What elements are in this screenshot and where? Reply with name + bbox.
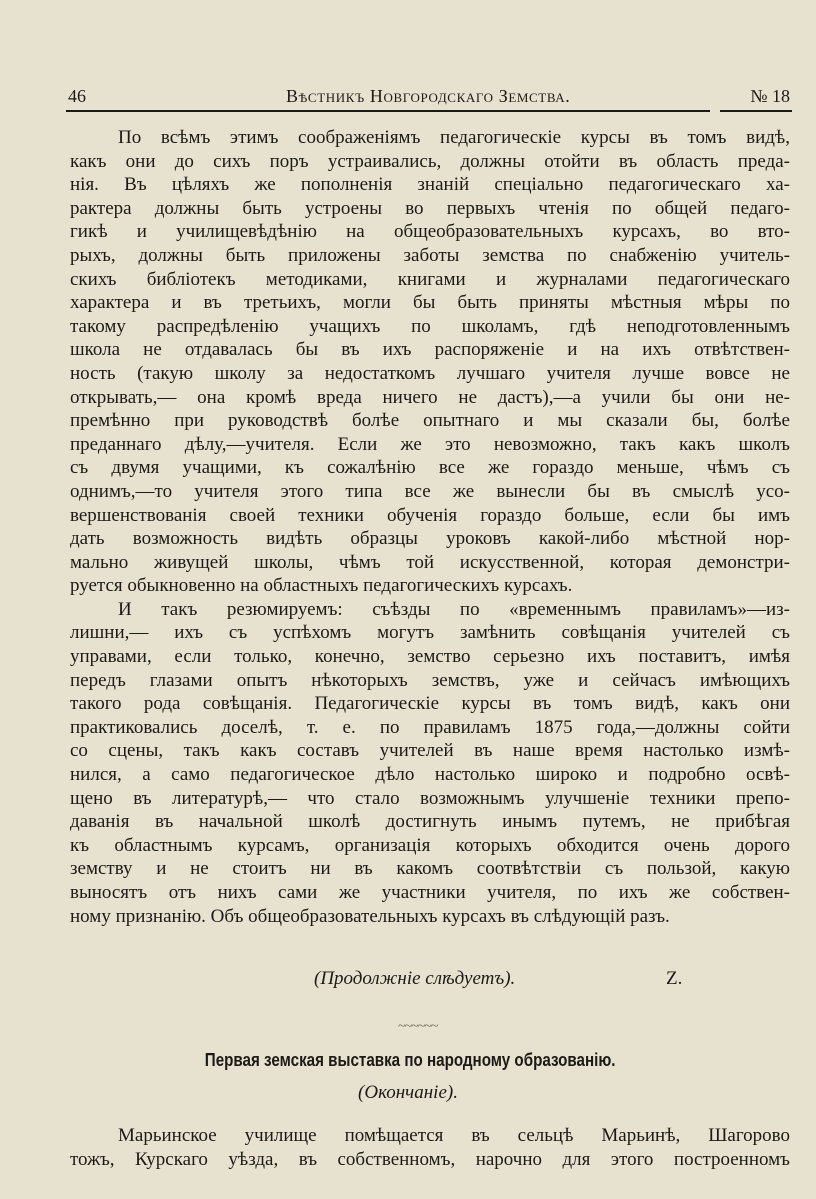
text-line: передъ глазами опытъ нѣкоторыхъ земствъ, уже и сейчасъ имѣющихъ: [70, 669, 790, 691]
text-line: земству и не стоитъ ни въ какомъ соотвѣтствіи съ пользой, какую: [70, 858, 790, 880]
text-line: выносятъ отъ нихъ сами же участники учителя, по ихъ же собствен-: [70, 882, 790, 903]
header-rule: [66, 110, 710, 112]
continuation-note: (Продолжніе слѣдуетъ).: [314, 968, 516, 989]
text-line: преданнаго дѣлу,—учителя. Если же это невозможно, такъ какъ школъ: [70, 433, 790, 455]
text-line: ность (такую школу за недостаткомъ лучшаго учителя лучше вовсе не: [70, 362, 790, 384]
text-line: нился, а само педагогическое дѣло настолько широко и подробно освѣ-: [70, 764, 790, 786]
text-line: рыхъ, должны быть приложены заботы земства по снабженію учитель-: [70, 244, 790, 266]
text-line: практиковались доселѣ, т. е. по правиламъ 1875 года,—должны сойти: [70, 716, 790, 738]
section-ornament: ~~~~~~: [398, 1019, 438, 1034]
text-line: руется обыкновенно на областныхъ педагогическихъ курсахъ.: [70, 575, 573, 597]
text-line: рактера должны быть устроены во первыхъ чтенія по общей педаго-: [70, 197, 790, 219]
text-line: И такъ резюмируемъ: съѣзды по «временнымъ правиламъ»—из-: [118, 598, 790, 620]
article-body: [70, 126, 790, 928]
text-line: Марьинское училище помѣщается въ сельцѣ Марьинѣ, Шагорово: [118, 1125, 790, 1146]
text-line: вершенствованія своей техники обученія гораздо больше, если бы имъ: [70, 504, 790, 526]
issue-number: № 18: [750, 86, 790, 106]
article-subtitle: [0, 1082, 816, 1104]
text-line: управами, если только, конечно, земство серьезно ихъ поставитъ, имѣя: [70, 646, 790, 668]
text-line: нія. Въ цѣляхъ же пополненія знаній спеціально педагогическаго ха-: [70, 174, 790, 196]
text-line: школа не отдавалась бы въ ихъ распоряженіе и на ихъ отвѣтствен-: [70, 339, 790, 361]
text-line: лишни,— ихъ съ успѣхомъ могутъ замѣнить совѣщанія учителей съ: [70, 622, 790, 644]
text-line: щено въ литературѣ,— что стало возможнымъ улучшеніе техники препо-: [70, 787, 790, 809]
text-line: премѣнно при руководствѣ болѣе опытнаго и мы сказали бы, болѣе: [70, 410, 790, 432]
article2-body: [70, 1124, 790, 1171]
article-footer: [70, 968, 790, 994]
text-line: гикѣ и училищевѣдѣнію на общеобразовательныхъ курсахъ, во вто-: [70, 221, 790, 243]
text-line: скихъ библіотекъ методиками, книгами и журналами педагогическаго: [70, 268, 790, 290]
text-line: съ двумя учащими, къ сожалѣнію все же гораздо меньше, чѣмъ съ: [70, 457, 790, 479]
text-line: ному признанію. Объ общеобразовательныхъ курсахъ въ слѣдующій разъ.: [70, 905, 670, 927]
text-line: тожъ, Курскаго уѣзда, въ собственномъ, нарочно для этого построенномъ: [70, 1148, 790, 1170]
text-line: къ областнымъ курсамъ, организація которыхъ обходится очень дорого: [70, 834, 790, 856]
text-line: однимъ,—то учителя этого типа все же вынесли бы въ смыслѣ усо-: [70, 480, 790, 502]
header-rule-short: [720, 110, 792, 112]
text-line: характера и въ третьихъ, могли бы быть приняты мѣстныя мѣры по: [70, 292, 790, 314]
text-line: какъ они до сихъ поръ устраивались, должны отойти въ область преда-: [70, 150, 790, 172]
author-signature: Z.: [666, 968, 683, 989]
text-line: такому распредѣленію учащихъ по школамъ, гдѣ неподготовленнымъ: [70, 315, 790, 337]
running-header: [68, 86, 790, 110]
text-line: такого рода совѣщанія. Педагогическіе курсы въ томъ видѣ, какъ они: [70, 693, 790, 715]
article-title: Первая земская выставка по народному образованію.: [204, 1049, 616, 1070]
subtitle-text: (Окончаніе).: [358, 1082, 458, 1103]
text-line: даванія въ начальной школѣ достигнуть инымъ путемъ, не прибѣгая: [70, 811, 790, 833]
text-line: открывать,— она кромѣ вреда ничего не дастъ),—а учили бы они не-: [70, 386, 790, 408]
page-number: 46: [68, 86, 86, 106]
journal-title: Вѣстникъ Новгородскаго Земства.: [286, 86, 571, 106]
text-line: дать возможность видѣть образцы уроковъ какой-либо мѣстной нор-: [70, 528, 790, 550]
text-line: со сцены, такъ какъ составъ учителей въ наше время настолько измѣ-: [70, 740, 790, 762]
text-line: мально живущей школы, чѣмъ той искусственной, которая демонстри-: [70, 551, 790, 573]
text-line: По всѣмъ этимъ соображеніямъ педагогическіе курсы въ томъ видѣ,: [118, 127, 790, 148]
